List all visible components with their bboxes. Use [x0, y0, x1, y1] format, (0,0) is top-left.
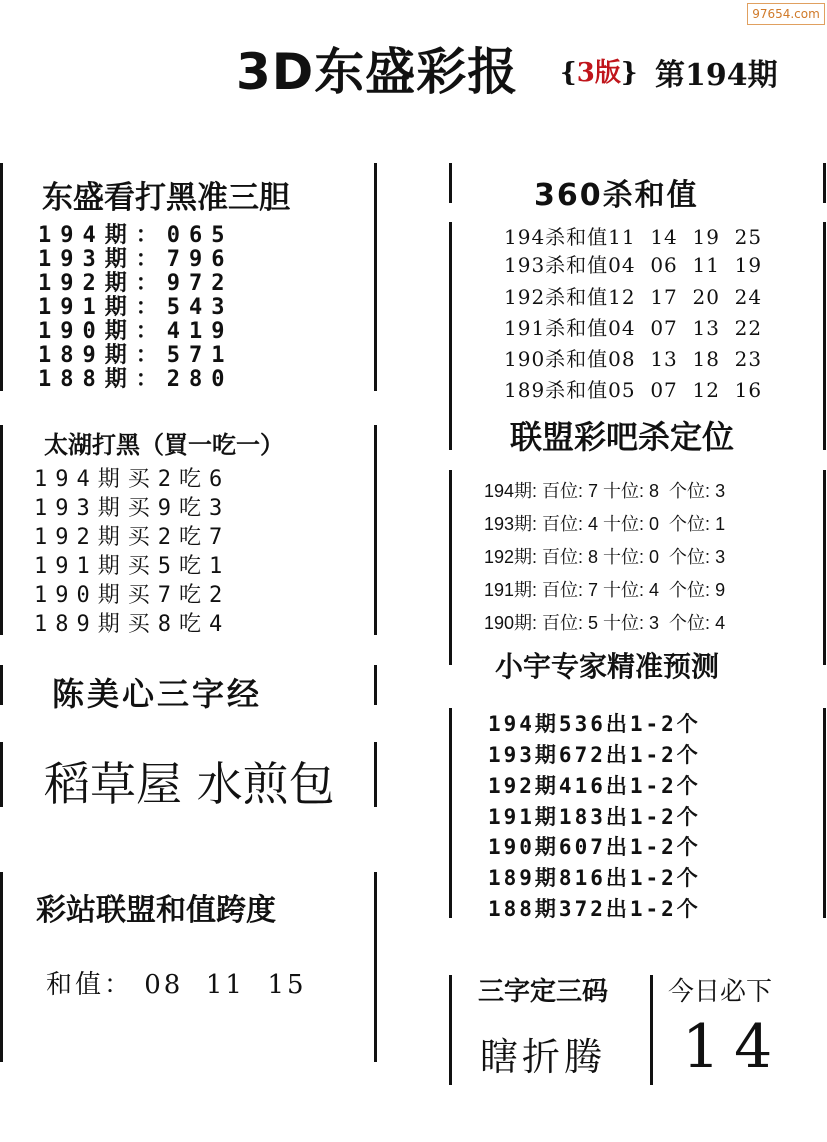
- divider-right-10: [650, 975, 653, 1085]
- sanzi-title-clip: [478, 977, 643, 1007]
- xiaoyu-title: 小宇专家精准预测: [495, 650, 720, 683]
- sha360-row: 190杀和值08 13 18 23: [504, 347, 763, 371]
- dongsheng-row: 188期：280: [38, 367, 234, 392]
- taihu-row: 194期买2吃6: [34, 467, 231, 492]
- page-title: 3D东盛彩报: [236, 43, 519, 101]
- caizhan-text: 和值： 08 11 15: [46, 970, 307, 1000]
- sha360-row: 192杀和值12 17 20 24: [504, 285, 763, 309]
- divider-right-4: [823, 222, 826, 450]
- divider-left-9: [0, 872, 3, 1062]
- sha360-row: 193杀和值04 06 11 19: [504, 253, 763, 277]
- dongsheng-row: 192期：972: [38, 271, 234, 296]
- divider-left-4: [374, 425, 377, 635]
- dongsheng-row: 193期：796: [38, 247, 234, 272]
- sanzi-text: 瞎折腾: [480, 1035, 607, 1079]
- xiaoyu-row: 190期607出1-2个: [488, 835, 701, 859]
- xiaoyu-row: 191期183出1-2个: [488, 805, 701, 829]
- lianmeng-row: 192期: 百位: 8 十位: 0 个位: 3: [484, 547, 726, 567]
- issue-number: 第194期: [655, 58, 778, 93]
- sha360-title: 360杀和值: [534, 178, 699, 213]
- caizhan-title: 彩站联盟和值跨度: [36, 893, 276, 928]
- jinri-title-clip: [668, 977, 818, 1007]
- xiaoyu-row: 193期672出1-2个: [488, 743, 701, 767]
- divider-right-5: [449, 470, 452, 665]
- taihu-row: 189期买8吃4: [34, 612, 231, 637]
- divider-left-1: [0, 163, 3, 391]
- xiaoyu-title-clip: [495, 643, 795, 683]
- chenmeixin-text: 稻草屋 水煎包: [44, 757, 335, 811]
- jinri-number: 14: [682, 1012, 787, 1082]
- taihu-title: 太湖打黑（買一吃一）: [44, 431, 284, 459]
- xiaoyu-row: 188期372出1-2个: [488, 897, 701, 921]
- edition-badge: [560, 52, 638, 89]
- lianmeng-row: 194期: 百位: 7 十位: 8 个位: 3: [484, 481, 726, 501]
- taihu-row: 192期买2吃7: [34, 525, 231, 550]
- divider-left-6: [374, 665, 377, 705]
- divider-right-9: [449, 975, 452, 1085]
- sanzi-title: 三字定三码: [478, 977, 609, 1007]
- divider-right-6: [823, 470, 826, 665]
- chenmeixin-title: 陈美心三字经: [52, 675, 263, 713]
- lianmeng-title: 联盟彩吧杀定位: [510, 418, 735, 456]
- edition-close: }: [620, 58, 638, 88]
- sha360-row: 194杀和值11 14 19 25: [504, 225, 763, 249]
- taihu-row: 190期买7吃2: [34, 583, 231, 608]
- jinri-title: 今日必下: [668, 977, 773, 1007]
- dongsheng-row: 190期：419: [38, 319, 234, 344]
- sha360-row: 191杀和值04 07 13 22: [504, 316, 763, 340]
- taihu-row: 193期买9吃3: [34, 496, 231, 521]
- edition-open: {: [560, 58, 577, 88]
- lianmeng-row: 191期: 百位: 7 十位: 4 个位: 9: [484, 580, 726, 600]
- dongsheng-row: 194期：065: [38, 223, 234, 248]
- taihu-row: 191期买5吃1: [34, 554, 231, 579]
- lianmeng-row: 193期: 百位: 4 十位: 0 个位: 1: [484, 514, 726, 534]
- edition-label: 3版: [576, 58, 621, 88]
- divider-right-3: [449, 222, 452, 450]
- divider-left-2: [374, 163, 377, 391]
- xiaoyu-row: 189期816出1-2个: [488, 866, 701, 890]
- site-watermark: 97654.com: [747, 3, 825, 25]
- xiaoyu-row: 192期416出1-2个: [488, 774, 701, 798]
- divider-right-1: [449, 163, 452, 203]
- xiaoyu-row: 194期536出1-2个: [488, 712, 701, 736]
- divider-right-2: [823, 163, 826, 203]
- dongsheng-row: 189期：571: [38, 343, 234, 368]
- divider-left-8: [374, 742, 377, 807]
- dongsheng-row: 191期：543: [38, 295, 234, 320]
- divider-left-3: [0, 425, 3, 635]
- divider-right-8: [823, 708, 826, 918]
- divider-right-7: [449, 708, 452, 918]
- dongsheng-title: 东盛看打黑准三胆: [42, 180, 290, 216]
- divider-left-5: [0, 665, 3, 705]
- divider-left-7: [0, 742, 3, 807]
- sha360-row: 189杀和值05 07 12 16: [504, 378, 763, 402]
- divider-left-10: [374, 872, 377, 1062]
- lianmeng-row: 190期: 百位: 5 十位: 3 个位: 4: [484, 613, 726, 633]
